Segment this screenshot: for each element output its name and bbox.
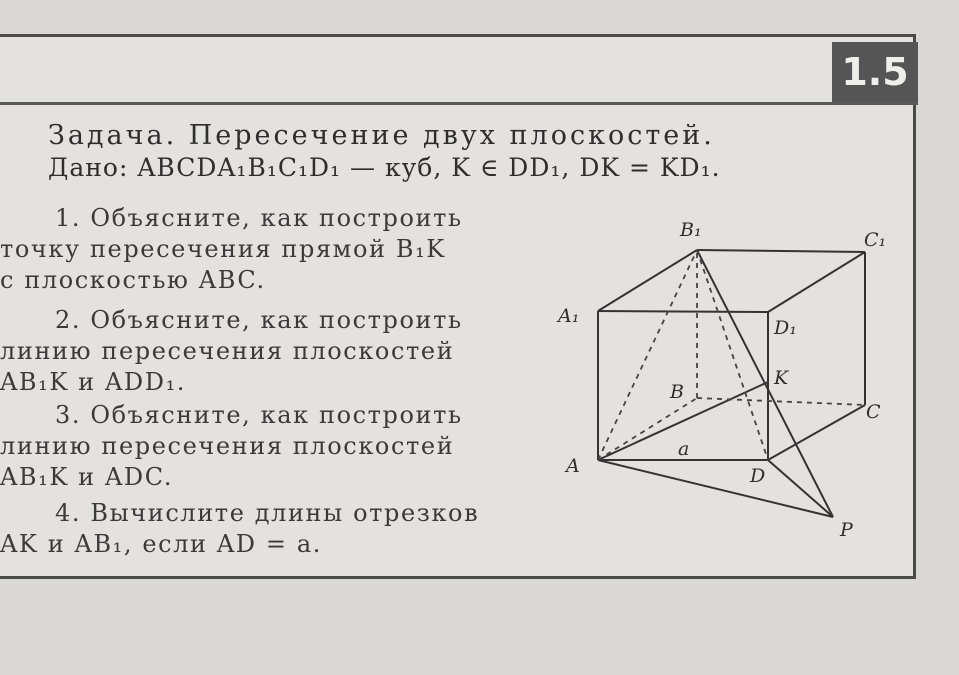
label-B1: B₁ [680,219,702,241]
hidden-line-B1D [697,250,768,460]
header-rule [0,102,918,105]
task-4 [0,498,560,560]
label-B: B [670,381,684,403]
problem-heading: Задача. Пересечение двух плоскостей. [48,120,715,151]
problem-given: Дано: ABCDA₁B₁C₁D₁ — куб, K ∈ DD₁, DK = KD₁. [48,153,721,182]
task-line: точку пересечения прямой B₁K [0,235,446,263]
cube-figure [540,205,920,545]
edge-B1C1 [697,250,865,252]
task-line: 1. Объясните, как построить [55,204,463,232]
edge-A1B1 [598,250,697,311]
task-line: с плоскостью ABC. [0,266,266,294]
edge-DC [768,405,865,460]
label-A: A [566,455,580,477]
label-C1: C₁ [864,229,887,251]
task-line: 2. Объясните, как построить [55,306,463,334]
task-line: AB₁K и ADD₁. [0,368,187,396]
line-AP [598,460,833,517]
edge-A1D1 [598,311,768,312]
label-A1: A₁ [558,305,580,327]
task-1 [0,203,560,296]
task-line: AB₁K и ADC. [0,463,174,491]
label-a: a [678,438,690,460]
task-line: AK и AB₁, если AD = a. [0,530,322,558]
task-3 [0,400,560,493]
task-line: линию пересечения плоскостей [0,337,455,365]
label-C: C [866,401,881,423]
label-K: K [774,367,789,389]
task-line: 3. Объясните, как построить [55,401,463,429]
label-D: D [750,465,766,487]
task-line: линию пересечения плоскостей [0,432,455,460]
problem-number-badge: 1.5 [832,42,918,102]
task-2 [0,305,560,398]
task-line: 4. Вычислите длины отрезков [55,499,480,527]
label-D1: D₁ [774,317,797,339]
edge-D1C1 [768,252,865,312]
label-P: P [840,519,853,541]
